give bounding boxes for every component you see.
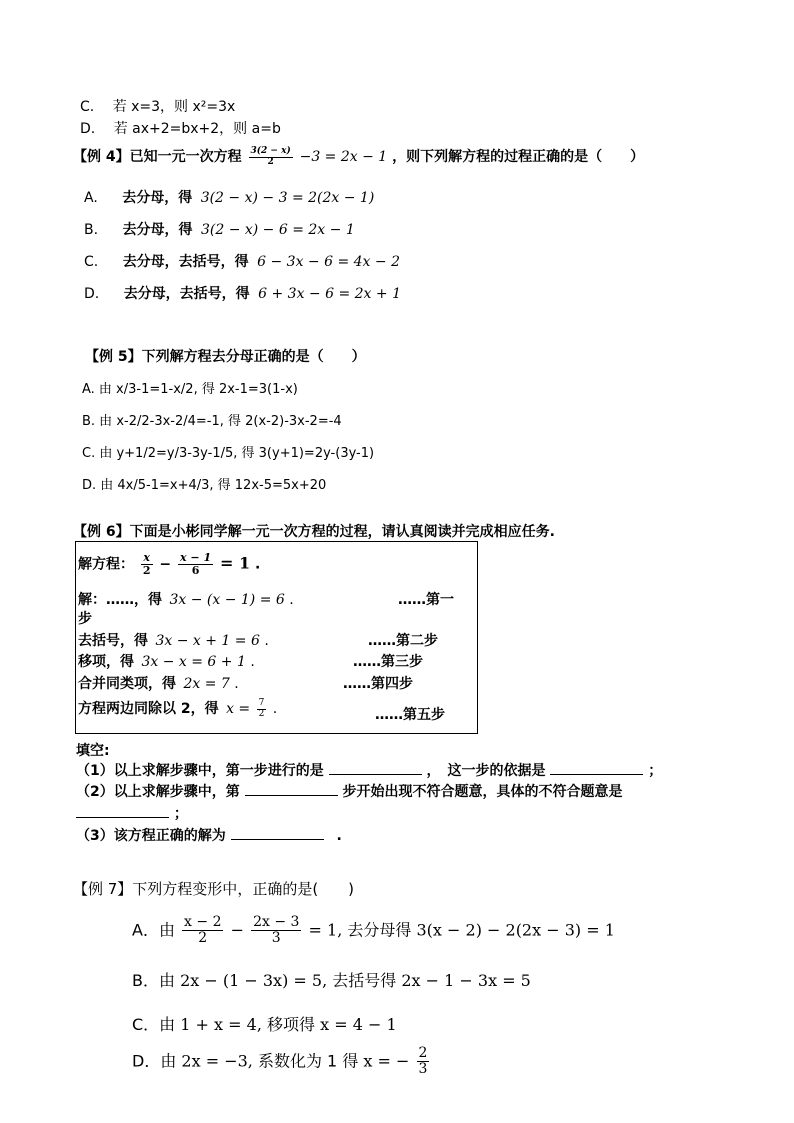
ex6-step-3: ……第三步 (353, 654, 423, 670)
option-d-label: D. (80, 121, 96, 137)
ex6-line5-math: 2x = 7 (183, 676, 230, 692)
q1-end: ； (648, 763, 663, 779)
q3-end: . (336, 828, 342, 844)
ex4-b-label: B. (84, 222, 99, 238)
ex7-a-text: 去分母得 (347, 920, 412, 940)
ex6-line-5 (78, 673, 239, 693)
ex7-b-text: 去括号得 (332, 971, 397, 990)
ex6-line1-end: . (254, 556, 261, 573)
q1-part-b: ， 这一步的依据是 (426, 763, 546, 779)
ex6-line-1 (78, 552, 260, 577)
ex4-a-text: 去分母，得 (122, 190, 193, 206)
ex6-line6-num: 7 (258, 697, 265, 708)
ex6-line5-text: 合并同类项，得 (78, 676, 176, 692)
ex4-d-label: D. (84, 286, 100, 302)
ex7-d-num: 2 (418, 1045, 428, 1061)
ex6-line3-math: 3x − x + 1 = 6 (155, 633, 260, 649)
q2-part-a: （2）以上求解步骤中，第 (76, 784, 240, 800)
ex7-b-label: B．由 (132, 971, 175, 990)
ex4-d-math: 6 + 3x − 6 = 2x + 1 (258, 286, 401, 302)
ex4-suffix: ，则下列解方程的过程正确的是（ ） (392, 149, 645, 165)
q2-blank-2[interactable] (76, 805, 169, 818)
ex7-a-rest: = 1, (308, 920, 343, 940)
ex4-frac-num: 3(2 − x) (250, 145, 291, 156)
ex4-frac-den: 2 (267, 156, 274, 167)
ex7-option-b (132, 968, 531, 991)
ex6-step-5: ……第五步 (375, 707, 445, 723)
ex7-a-f1-den: 2 (198, 930, 208, 947)
ex6-line6-end: . (272, 701, 278, 717)
q2-part-b: 步开始出现不符合题意，具体的不符合题意是 (342, 784, 623, 800)
q1-blank-1[interactable] (329, 762, 422, 775)
q2-end: ； (173, 806, 188, 822)
ex7-a-f1-num: x − 2 (184, 914, 222, 930)
ex7-d-frac (417, 1046, 430, 1078)
fill-title: 填空: (76, 743, 110, 759)
ex6-frac2-den: 6 (191, 564, 200, 578)
question-3 (76, 825, 342, 845)
ex6-frac1-den: 2 (142, 564, 151, 578)
q2-blank-1[interactable] (245, 783, 338, 796)
question-1 (76, 760, 662, 780)
ex6-line6-den: 2 (258, 708, 265, 719)
ex7-b-expr: 2x − (1 − 3x) = 5, (180, 971, 328, 990)
ex4-fraction (249, 147, 293, 168)
ex6-frac2-num: x − 1 (180, 551, 212, 564)
ex6-step-2: ……第二步 (368, 633, 438, 649)
ex7-a-label: A．由 (132, 920, 175, 940)
ex4-b-text: 去分母，得 (122, 222, 193, 238)
ex7-a-f2-den: 3 (271, 930, 281, 947)
question-2-continued (76, 803, 188, 823)
ex7-c-result: x = 4 − 1 (320, 1015, 397, 1034)
ex6-line-3 (78, 630, 269, 650)
ex7-c-label: C．由 (132, 1015, 176, 1034)
ex6-line2-math: 3x − (x − 1) = 6 (169, 592, 285, 608)
ex6-frac-2 (178, 552, 213, 577)
option-c (80, 96, 235, 116)
ex6-line3-end: . (264, 633, 269, 649)
ex7-a-minus: − (230, 920, 244, 940)
ex7-a-frac-1 (182, 915, 223, 947)
ex4-b-math: 3(2 − x) − 6 = 2x − 1 (200, 222, 355, 238)
ex7-c-expr: 1 + x = 4, (180, 1015, 262, 1034)
ex7-option-a (132, 915, 615, 947)
ex7-d-text: 系数化为 1 得 (257, 1051, 359, 1071)
ex7-d-result: x = − (363, 1051, 410, 1071)
ex4-option-b (84, 219, 355, 239)
question-2 (76, 781, 623, 801)
ex6-line4-end: . (250, 654, 255, 670)
ex6-line1-minus: − (159, 556, 172, 573)
option-d-text: 若 ax+2=bx+2，则 a=b (113, 121, 281, 137)
ex7-b-result: 2x − 1 − 3x = 5 (401, 971, 531, 990)
ex6-line1-label: 解方程： (78, 556, 134, 573)
ex6-frac1-num: x (141, 552, 153, 565)
ex4-a-label: A. (84, 190, 98, 206)
ex6-line2-end: . (289, 592, 294, 608)
ex6-line3-text: 去括号，得 (78, 633, 148, 649)
ex6-line1-rhs: = 1 (219, 553, 251, 573)
ex6-step-1-wrap: 步 (78, 611, 92, 627)
ex6-step-1: ……第一 (398, 592, 454, 608)
ex6-line2-text: 解：……，得 (78, 592, 162, 608)
ex4-eq-rest: −3 = 2x − 1 (299, 149, 388, 165)
option-c-label: C. (80, 99, 95, 115)
ex6-line4-math: 3x − x = 6 + 1 (141, 654, 246, 670)
example-7-title: 【例 7】下列方程变形中，正确的是( ) (73, 880, 355, 898)
ex6-line6-math: x = (226, 701, 251, 717)
ex6-line-6 (78, 698, 277, 719)
ex6-line4-text: 移项，得 (78, 654, 134, 670)
ex7-option-d (132, 1046, 431, 1078)
ex6-line6-text: 方程两边同除以 2，得 (78, 701, 219, 717)
ex4-d-text: 去分母，去括号，得 (123, 286, 250, 302)
ex4-prefix: 【例 4】已知一元一次方程 (73, 149, 242, 165)
q1-blank-2[interactable] (550, 762, 643, 775)
q3-blank[interactable] (231, 827, 324, 840)
option-d (80, 118, 281, 138)
ex4-c-text: 去分母，去括号，得 (122, 254, 249, 270)
ex6-line-4 (78, 651, 255, 671)
q1-part-a: （1）以上求解步骤中，第一步进行的是 (76, 763, 324, 779)
ex5-option-c: C. 由 y+1/2=y/3-3y-1/5, 得 3(y+1)=2y-(3y-1) (82, 446, 375, 461)
ex7-c-text: 移项得 (267, 1015, 316, 1034)
ex5-option-d: D. 由 4x/5-1=x+4/3, 得 12x-5=5x+20 (82, 478, 327, 493)
ex4-option-a (84, 187, 374, 207)
ex6-line-2 (78, 589, 294, 609)
q3-part-a: （3）该方程正确的解为 (76, 828, 226, 844)
ex6-frac-1 (141, 552, 153, 577)
example-4-question (73, 146, 644, 167)
example-6-title: 【例 6】下面是小彬同学解一元一次方程的过程，请认真阅读并完成相应任务. (73, 524, 555, 540)
ex7-a-frac-2 (251, 915, 301, 947)
ex4-c-math: 6 − 3x − 6 = 4x − 2 (257, 254, 400, 270)
ex7-d-den: 3 (418, 1061, 428, 1078)
ex5-option-b: B. 由 x-2/2-3x-2/4=-1, 得 2(x-2)-3x-2=-4 (82, 414, 342, 429)
ex7-a-result: 3(x − 2) − 2(2x − 3) = 1 (416, 920, 615, 940)
ex5-option-a: A. 由 x/3-1=1-x/2, 得 2x-1=3(1-x) (82, 382, 298, 397)
ex7-d-label: D．由 (132, 1051, 177, 1071)
ex7-a-f2-num: 2x − 3 (253, 914, 300, 930)
ex6-line6-frac (257, 699, 267, 720)
ex7-d-expr: 2x = −3, (181, 1051, 253, 1071)
ex4-option-c (84, 251, 400, 271)
ex6-line5-end: . (234, 676, 239, 692)
ex7-option-c (132, 1012, 397, 1035)
ex4-c-label: C. (84, 254, 99, 270)
example-5-title: 【例 5】下列解方程去分母正确的是（ ） (85, 349, 366, 365)
ex6-step-4: ……第四步 (343, 676, 413, 692)
ex4-a-math: 3(2 − x) − 3 = 2(2x − 1) (200, 190, 375, 206)
ex4-option-d (84, 283, 401, 303)
option-c-text: 若 x=3，则 x²=3x (112, 99, 236, 115)
